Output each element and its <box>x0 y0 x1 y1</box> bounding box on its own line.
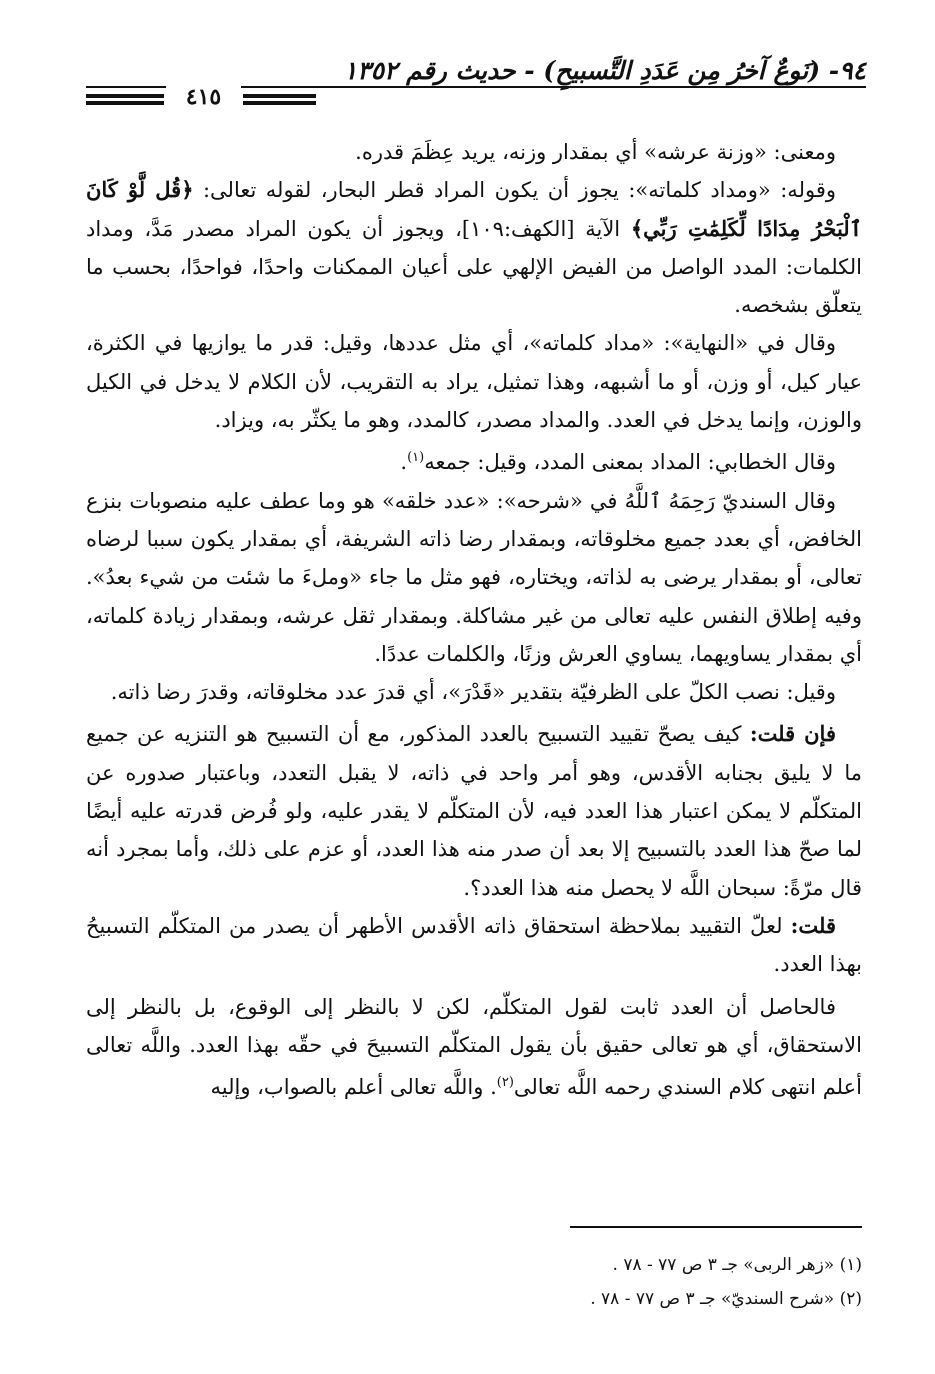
rule-bar <box>243 94 316 98</box>
running-header <box>86 50 866 110</box>
rule-bar <box>243 101 316 105</box>
footnotes <box>86 1248 862 1316</box>
page-number-block <box>86 84 316 110</box>
lead-phrase: فإن قلت: <box>749 721 836 747</box>
main-text <box>86 133 862 1106</box>
paragraph: وقيل: نصب الكلّ على الظرفيّة بتقدير «قَدْرَ»، أي قدرَ عدد مخلوقاته، وقدرَ رضا ذاته. <box>110 680 836 705</box>
paragraph: وقال السنديّ رَحِمَهُ ٱللَّهُ في «شرحه»: «عدد خلقه» هو وما عطف عليه منصوبات بنزع الخافض، أي بعدد جميع مخلوقاته، وبمقدار رضا ذاته الشريفة، أي بمقدار يكون سببا لرضاه تعالى، أو بمقدار يرضى به لذاته، ويختاره، فهو مثل ما جاء «وملءَ ما شئت من شيء بعدُ». وفيه إطلاق النفس عليه تعالى من غير مشاكلة. وبمقدار ثقل عرشه، وبمقدار زيادة كلماته، أي بمقدار يساويهما، يساوي العرش وزنًا، والكلمات عددًا. <box>86 488 862 666</box>
paragraph: فالحاصل أن العدد ثابت لقول المتكلّم، لكن لا بالنظر إلى الوقوع، بل بالنظر إلى الاستحقاق، أي هو تعالى حقيق بأن يقول المتكلّم التسبيحَ في حقّه بهذا العدد. واللَّه تعالى أعلم انتهى كلام السندي رحمه اللَّه تعالى$^{(٢)}$. واللَّه تعالى أعلم بالصواب، وإليه <box>86 994 862 1100</box>
footnote: (١) «زهر الربى» جـ ٣ ص ٧٧ - ٧٨ . <box>612 1255 862 1275</box>
paragraph: ومعنى: «وزنة عرشه» أي بمقدار وزنه، يريد عِظَمَ قدره. <box>355 140 836 164</box>
lead-phrase: قلت: <box>790 912 836 938</box>
paragraph: وقال في «النهاية»: «مداد كلماته»، أي مثل عددها، وقيل: قدر ما يوازيها في الكثرة، عيار كيل، أو وزن، أو ما أشبهه، وهذا تمثيل، يراد به التقريب، لأن الكلام لا يدخل في الكيل والوزن، وإنما يدخل في العدد. والمداد مصدر، كالمدد، وهو ما يكثّر به، ويزاد. <box>86 331 862 433</box>
rule-bar <box>86 101 164 105</box>
footnote-ref: (١) <box>407 450 425 466</box>
paragraph: وقوله: «ومداد كلماته»: يجوز أن يكون المراد قطر البحار، لقوله تعالى: ﴿قُل لَّوْ كَانَ ٱلْبَحْرُ مِدَادًا لِّكَلِمَٰتِ رَبِّي﴾ الآية [الكهف:١٠٩]، ويجوز أن يكون المراد مصدر مَدَّ، ومداد الكلمات: المدد الواصل من الفيض الإلهي على أعيان الممكنات واحدًا، فواحدًا، بحسب ما يتعلّق بشخصه. <box>86 177 862 318</box>
paragraph: فإن قلت: كيف يصحّ تقييد التسبيح بالعدد المذكور، مع أن التسبيح هو التنزيه عن جميع ما لا يليق بجنابه الأقدس، وهو أمر واحد في ذاته، لا يقبل التعدد، وباعتبار صدوره عن المتكلّم لا يمكن اعتبار هذا العدد فيه، لأن المتكلّم لا يقدر عليه، ولو فُرض قدرته عليه أيضًا لما صحّ هذا العدد بالتسبيح إلا بعد أن صدر منه هذا العدد، أو عزم على ذلك، وأما بمجرد أنه قال مرّةً: سبحان اللَّه لا يحصل منه هذا العدد؟. <box>86 721 862 900</box>
footnote: (٢) «شرح السنديّ» جـ ٣ ص ٧٧ - ٧٨ . <box>590 1289 862 1309</box>
footnote-ref: (٢) <box>496 1075 514 1091</box>
chapter-title: ٩٤- (نَوعٌ آخرُ مِن عَدَدِ التَّسبيحِ) - حديث رقم ١٣٥٢ <box>343 56 866 85</box>
quran-verse: ﴿قُل لَّوْ كَانَ ٱلْبَحْرُ مِدَادًا لِّكَلِمَٰتِ رَبِّي﴾ <box>86 177 862 241</box>
footnote-separator <box>570 1226 862 1228</box>
page-number: ٤١٥ <box>166 84 241 110</box>
paragraph: قلت: لعلّ التقييد بملاحظة استحقاق ذاته الأقدس الأطهر أن يصدر من المتكلّم التسبيحُ بهذا العدد. <box>86 912 862 977</box>
paragraph: وقال الخطابي: المداد بمعنى المدد، وقيل: جمعه$^{(١)}$. <box>400 450 836 475</box>
rule-bar <box>86 94 164 98</box>
